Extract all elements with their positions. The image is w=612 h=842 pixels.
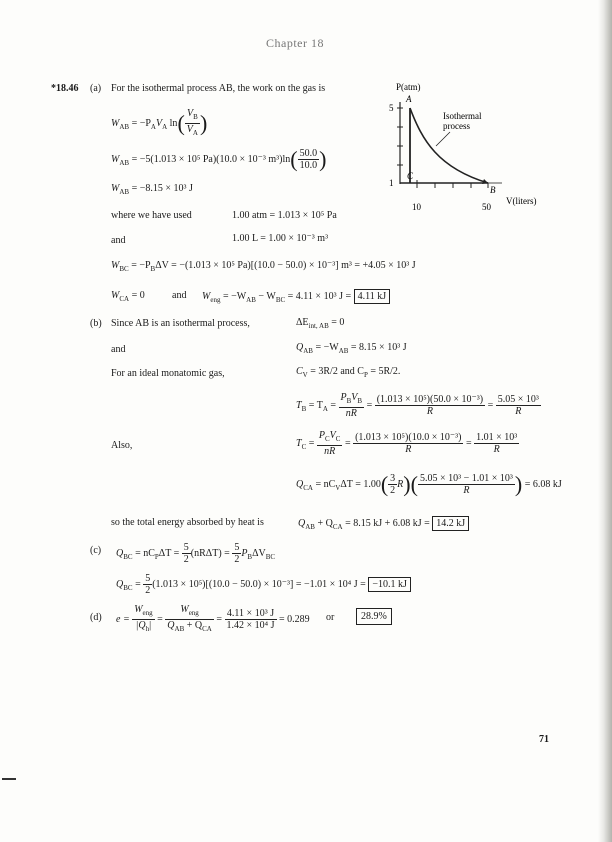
where-value-1: 1.00 atm = 1.013 × 10⁵ Pa	[232, 210, 337, 221]
w-ab-equation-3: $W_{AB} = -8.15 \times 10^3$ J	[111, 183, 193, 196]
part-b-line2-left: and	[111, 344, 126, 355]
x-axis-label: V(liters)	[506, 196, 537, 206]
part-b-line3-right: $C_V = 3R/2$ and $C_P = 5R/2$.	[296, 366, 401, 379]
answer-c-box: −10.1 kJ	[368, 577, 411, 592]
part-b-line2-right: $Q_{AB} = -W_{AB} = 8.15 \times 10^3$ J	[296, 342, 407, 355]
margin-mark	[2, 778, 16, 780]
w-ab-equation-1: $W_{AB} = -P_AV_A$ ln( $\frac{V_B}{V_A}$ )	[111, 108, 208, 137]
total-equation: $Q_{AB} + Q_{CA} = 8.15$ kJ + 6.08 kJ = 14.2 kJ	[298, 516, 469, 531]
part-a-intro: For the isothermal process AB, the work on the gas is	[111, 83, 326, 94]
y-tick-5: 5	[389, 103, 394, 113]
part-b-label: (b)	[90, 318, 102, 329]
or-label: or	[326, 612, 335, 623]
point-c: C	[407, 171, 414, 181]
part-b-line1-left: Since AB is an isothermal process,	[111, 318, 250, 329]
and-label-1: and	[111, 235, 126, 246]
where-label: where we have used	[111, 210, 192, 221]
part-c-line2: $Q_{BC}$ = $\frac{5}{2}$ (1.013 × 10⁵)[(10.0 − 50.0) × 10⁻³] = −1.01 × 10⁴ J = −10.1 kJ	[116, 573, 411, 596]
w-eng-equation: $W_{eng} = -W_{AB} - W_{BC} = 4.11 \times 10^3$ J = 4.11 kJ	[202, 289, 390, 304]
x-tick-50: 50	[482, 202, 491, 212]
chapter-header: Chapter 18	[266, 36, 324, 50]
part-d-label: (d)	[90, 612, 102, 623]
part-b-line1-right: $\Delta E_{int, AB} = 0$	[296, 317, 345, 330]
part-a-label: (a)	[90, 83, 102, 94]
part-d-answer	[356, 608, 392, 625]
tb-equation: $T_B = T_A$ = $\frac{P_BV_B}{nR}$ = $\frac{\text{(1.013 × 10⁵)(50.0 × 10⁻³)}}{R}$ = $\frac{\text{5.05 × 10³}}{R}$	[296, 392, 539, 419]
also-label: Also,	[111, 440, 133, 451]
answer-d-box: 28.9%	[356, 608, 392, 625]
tc-equation: $T_C$ = $\frac{P_CV_C}{nR}$ = $\frac{\text{(1.013 × 10⁵)(10.0 × 10⁻³)}}{R}$ = $\frac{\text{1.01 × 10³}}{R}$	[296, 430, 518, 457]
pv-diagram	[370, 80, 550, 215]
problem-number: *18.46	[51, 83, 79, 94]
qca-equation: $Q_{CA} = nC_V\Delta T = 1.00$( $\frac{3}{2}$ R)( $\frac{\text{5.05 × 10³ − 1.01 × 10³}}{R}$ ) = 6.08 kJ	[296, 471, 562, 497]
total-text: so the total energy absorbed by heat is	[111, 517, 264, 528]
answer-b-box: 14.2 kJ	[432, 516, 469, 531]
w-ca-equation: $W_{CA} = 0$	[111, 290, 145, 303]
part-b-line3-left: For an ideal monatomic gas,	[111, 368, 225, 379]
curve-label-2: process	[443, 121, 470, 131]
curve-label-pointer	[436, 132, 450, 146]
part-c-label: (c)	[90, 545, 102, 556]
point-b: B	[490, 185, 496, 195]
part-c-line1: $Q_{BC} = nC_P\Delta T$ = $\frac{5}{2}$ (nRΔT) = $\frac{5}{2}$ $P_B\Delta V_{BC}$	[116, 542, 276, 565]
y-axis-label: P(atm)	[396, 82, 421, 92]
y-tick-1: 1	[389, 178, 394, 188]
point-a: A	[406, 94, 412, 104]
answer-a-box: 4.11 kJ	[354, 289, 391, 304]
x-tick-10: 10	[412, 202, 421, 212]
page-number: 71	[539, 734, 549, 745]
and-label-2: and	[172, 290, 187, 301]
curve-label-1: Isothermal	[443, 111, 482, 121]
part-d-equation: e = $\frac{W_{eng}}{|Q_h|}$ = $\frac{W_{eng}}{Q_{AB} + Q_{CA}}$ = $\frac{\text{4.11 × 10³ J}}{\text{1.42 × 10⁴ J}}$ = 0.289	[116, 604, 310, 633]
where-value-2: 1.00 L = 1.00 × 10⁻³ m³	[232, 233, 329, 244]
page-edge-shadow	[598, 0, 612, 842]
w-ab-equation-2: $W_{AB} = -5(1.013 \times 10^5$ Pa)(10.0 × 10⁻³ m³)ln( $\frac{50.0}{10.0}$ )	[111, 146, 327, 172]
w-bc-equation: $W_{BC} = -P_B\Delta V = -(1.013 \times 10^5$ Pa)[(10.0 − 50.0) × 10⁻³] m³ = +4.05 × 10³ J	[111, 260, 416, 273]
